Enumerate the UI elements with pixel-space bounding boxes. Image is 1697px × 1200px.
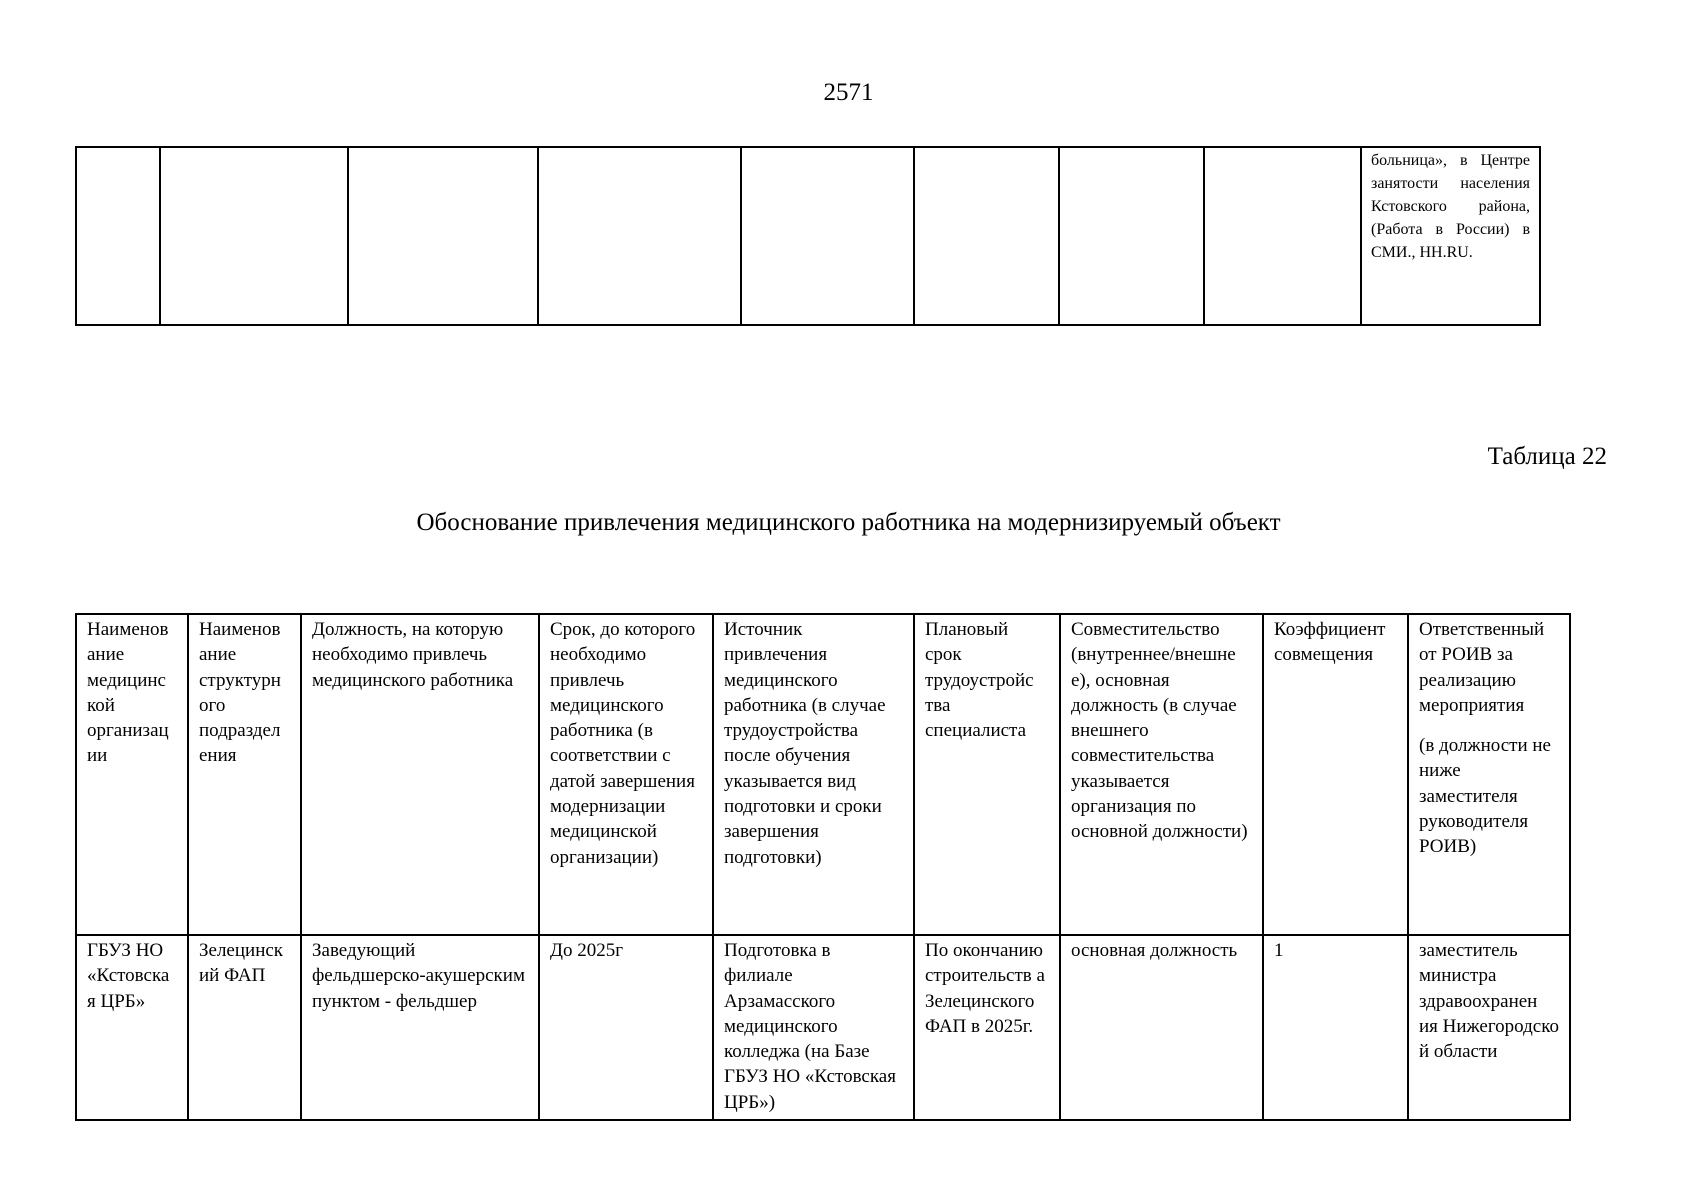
responsible-header-text: Ответственный от РОИВ за реализацию мероприятия xyxy=(1419,619,1545,716)
table-row xyxy=(76,935,1570,1120)
header-cell-coefficient: Коэффициент совмещения xyxy=(1263,614,1408,935)
table-cell xyxy=(1204,147,1361,325)
header-cell-deadline: Срок, до которого необходимо привлечь медицинского работника (в соответствии с датой завершения модернизации медицинской организации) xyxy=(539,614,713,935)
header-cell-combination: Совместительство (внутреннее/внешне е), основная должность (в случае внешнего совместительства указывается организация по основной должности) xyxy=(1060,614,1263,935)
table-number: Таблица 22 xyxy=(1487,443,1607,470)
cell-planned-term: По окончанию строительств а Зелецинского ФАП в 2025г. xyxy=(914,935,1060,1120)
header-cell-source: Источник привлечения медицинского работника (в случае трудоустройства после обучения указывается вид подготовки и сроки завершения подготовки) xyxy=(713,614,914,935)
cell-deadline: До 2025г xyxy=(539,935,713,1120)
table-cell xyxy=(741,147,914,325)
main-table xyxy=(75,613,1571,1121)
header-cell-responsible xyxy=(1408,614,1570,935)
table-cell xyxy=(348,147,538,325)
cell-coefficient: 1 xyxy=(1263,935,1408,1120)
table-cell xyxy=(1361,147,1540,325)
cell-org: ГБУЗ НО «Кстовска я ЦРБ» xyxy=(76,935,188,1120)
header-cell-unit: Наименов ание структурн ого подраздел ения xyxy=(188,614,301,935)
table-cell xyxy=(1059,147,1204,325)
table-cell xyxy=(914,147,1059,325)
table-cell xyxy=(538,147,741,325)
table-cell xyxy=(160,147,348,325)
cell-source: Подготовка в филиале Арзамасского медицинского колледжа (на Базе ГБУЗ НО «Кстовская ЦРБ») xyxy=(713,935,914,1120)
continuation-table xyxy=(75,146,1541,326)
continuation-cell-text: больница», в Центре занятости населения Кстовского района, (Работа в России) в СМИ., HH.RU. xyxy=(1371,152,1530,261)
cell-position: Заведующий фельдшерско-акушерским пунктом - фельдшер xyxy=(301,935,539,1120)
cell-responsible: заместитель министра здравоохранен ия Нижегородско й области xyxy=(1408,935,1570,1120)
header-cell-org: Наименов ание медицинс кой организац ии xyxy=(76,614,188,935)
header-row xyxy=(76,614,1570,935)
table-cell xyxy=(76,147,160,325)
continuation-row xyxy=(76,147,1540,325)
table-title: Обоснование привлечения медицинского работника на модернизируемый объект xyxy=(416,509,1281,536)
cell-combination: основная должность xyxy=(1060,935,1263,1120)
responsible-header-note: (в должности не ниже заместителя руководителя РОИВ) xyxy=(1419,735,1551,858)
cell-unit: Зелецинск ий ФАП xyxy=(188,935,301,1120)
header-cell-planned-term: Плановый срок трудоустройс тва специалиста xyxy=(914,614,1060,935)
page-number: 2571 xyxy=(823,79,874,106)
header-cell-position: Должность, на которую необходимо привлечь медицинского работника xyxy=(301,614,539,935)
